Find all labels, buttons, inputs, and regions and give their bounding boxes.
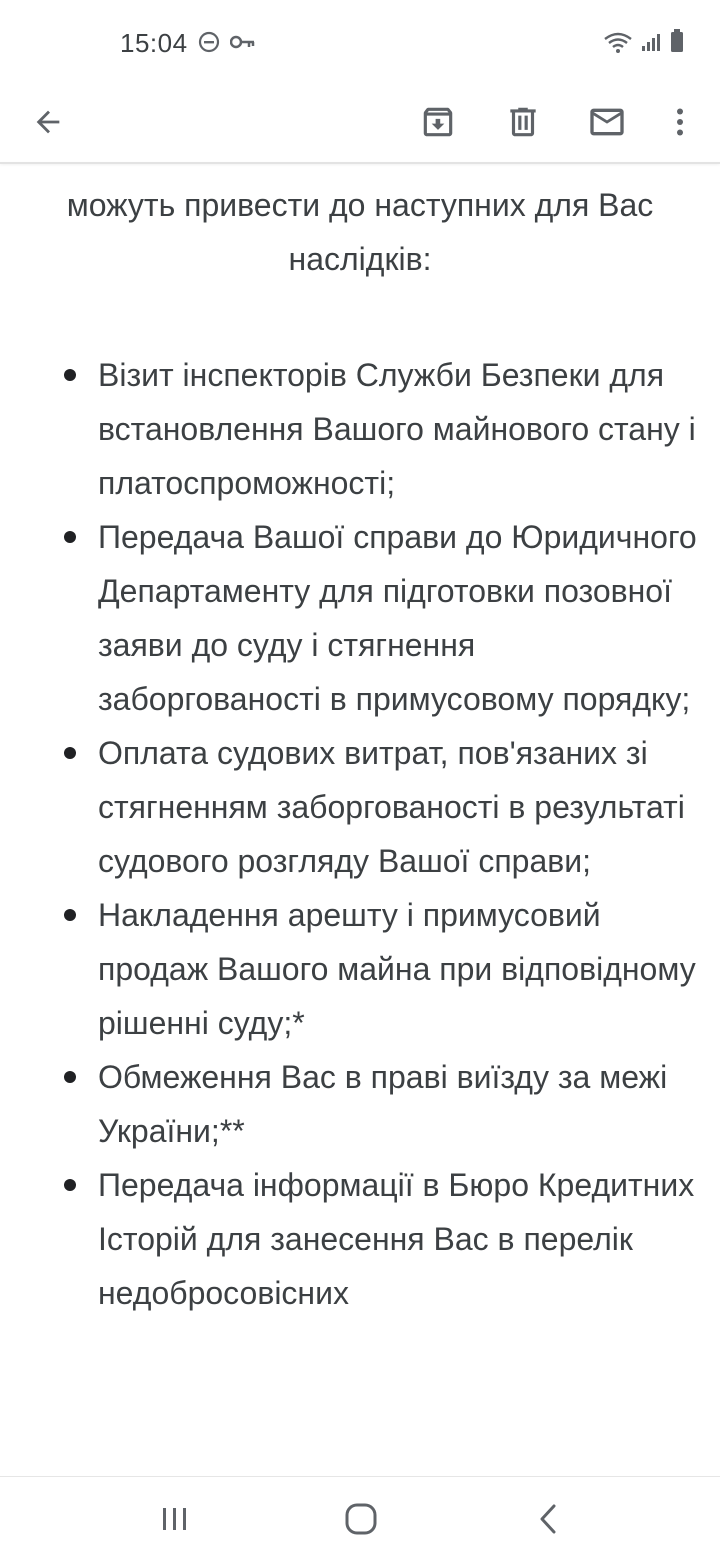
list-item-text: Обмеження Вас в праві виїзду за межі України;** <box>98 1059 668 1149</box>
list-item <box>0 348 720 510</box>
back-button[interactable] <box>16 90 80 154</box>
list-item-text: Накладення арешту і примусовий продаж Вашого майна при відповідному рішенні суду;* <box>98 897 696 1041</box>
dnd-icon <box>198 31 220 58</box>
more-options-button[interactable] <box>648 90 712 154</box>
email-body <box>0 164 720 1476</box>
list-item <box>0 1050 720 1158</box>
home-button[interactable] <box>321 1487 401 1551</box>
bullet-icon <box>64 747 76 759</box>
list-item-text: Візит інспекторів Служби Безпеки для встановлення Вашого майнового стану і платоспроможності; <box>98 357 696 501</box>
delete-button[interactable] <box>491 90 555 154</box>
list-item <box>0 726 720 888</box>
list-item-text: Передача інформації в Бюро Кредитних Історій для занесення Вас в перелік недобросовісних <box>98 1167 695 1311</box>
list-item <box>0 1158 720 1320</box>
list-item <box>0 888 720 1050</box>
bullet-icon <box>64 1071 76 1083</box>
list-item-text: Оплата судових витрат, пов'язаних зі стягненням заборгованості в результаті судового розгляду Вашої справи; <box>98 735 685 879</box>
home-icon <box>344 1502 378 1536</box>
archive-button[interactable] <box>406 90 470 154</box>
signal-icon <box>640 31 662 58</box>
bullet-icon <box>64 1179 76 1191</box>
back-arrow-icon <box>31 105 65 139</box>
lead-paragraph: можуть привести до наступних для Вас наслідків: <box>66 187 654 277</box>
list-item <box>0 510 720 726</box>
status-time: 15:04 <box>120 28 188 58</box>
back-icon <box>536 1502 560 1536</box>
list-item-text: Передача Вашої справи до Юридичного Департаменту для підготовки позовної заяви до суду і стягнення заборгованості в примусовому порядку; <box>98 519 697 717</box>
bullet-icon <box>64 531 76 543</box>
recent-apps-icon <box>160 1505 190 1533</box>
recent-apps-button[interactable] <box>135 1487 215 1551</box>
delete-icon <box>504 103 542 141</box>
mark-unread-button[interactable] <box>575 90 639 154</box>
archive-icon <box>419 103 457 141</box>
system-back-button[interactable] <box>508 1487 588 1551</box>
message-toolbar <box>0 82 720 162</box>
mark-unread-icon <box>587 102 627 142</box>
battery-icon <box>669 28 685 59</box>
more-vert-icon <box>662 104 698 140</box>
bullet-icon <box>64 909 76 921</box>
bullet-icon <box>64 369 76 381</box>
consequences-list <box>0 348 720 1320</box>
wifi-icon <box>603 30 633 59</box>
vpn-key-icon <box>230 33 256 56</box>
system-navigation-bar <box>0 1476 720 1561</box>
status-bar <box>0 0 720 82</box>
